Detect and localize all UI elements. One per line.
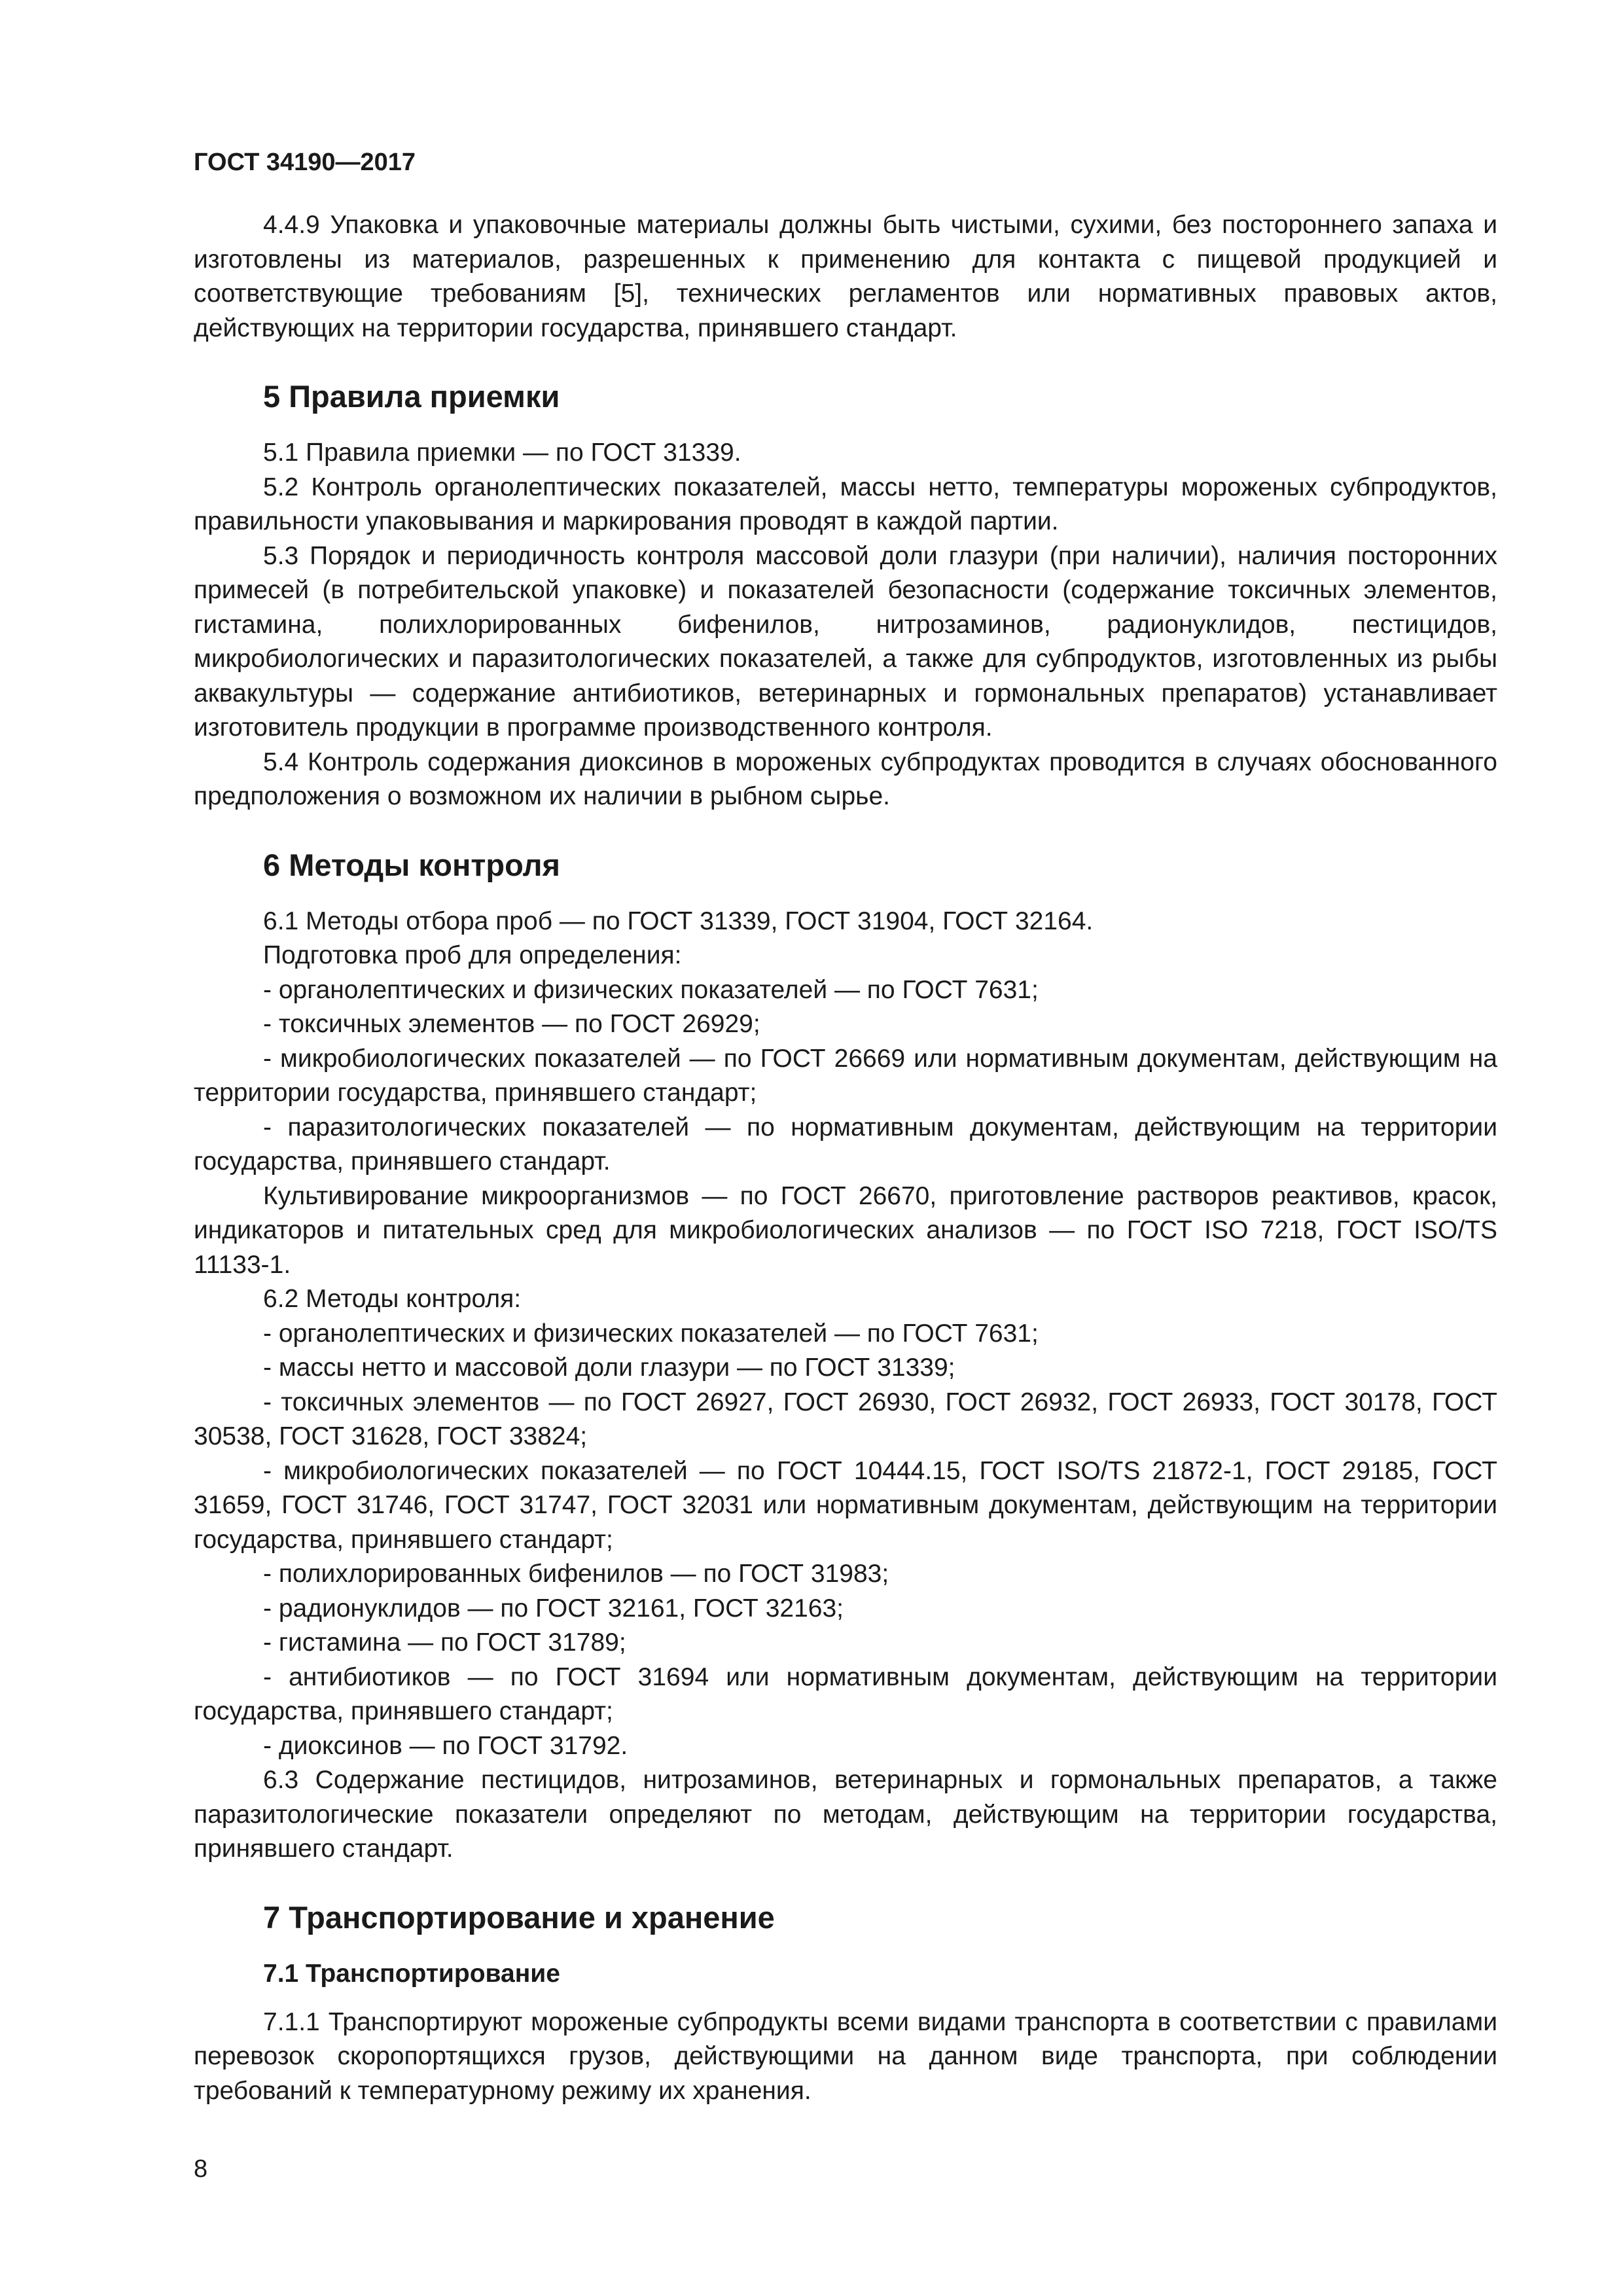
paragraph-7-1-1: 7.1.1 Транспортируют мороженые субпродукты всеми видами транспорта в соответствии с правилами перевозок скоропортящихся грузов, действующими на данном виде транспорта, при соблюдении требований к температурному режиму их хранения.: [194, 2007, 1497, 2105]
list-item-6-1-parasito: - паразитологических показателей — по нормативным документам, действующим на территории государства, принявшего стандарт.: [194, 1113, 1497, 1175]
page-number: 8: [194, 2155, 208, 2183]
paragraph-4-4-9: 4.4.9 Упаковка и упаковочные материалы должны быть чистыми, сухими, без постороннего запаха и изготовлены из материалов, разрешенных к применению для контакта с пищевой продукцией и соответствующие требованиям [5], технических регламентов или нормативных правовых актов, действующих на территории государства, принявшего стандарт.: [194, 211, 1497, 342]
list-item-6-2-pcb: - полихлорированных бифенилов — по ГОСТ 31983;: [263, 1560, 889, 1588]
list-item-6-1-toxic: - токсичных элементов — по ГОСТ 26929;: [263, 1010, 760, 1038]
list-item-6-2-radionuclides: - радионуклидов — по ГОСТ 32161, ГОСТ 32163;: [263, 1594, 844, 1623]
paragraph-5-2: 5.2 Контроль органолептических показателей, массы нетто, температуры мороженых субпродуктов, правильности упаковывания и маркирования проводят в каждой партии.: [194, 473, 1497, 535]
document-header: ГОСТ 34190—2017: [194, 149, 416, 176]
section-title-6: 6 Методы контроля: [263, 847, 560, 882]
list-item-6-2-toxic: - токсичных элементов — по ГОСТ 26927, ГОСТ 26930, ГОСТ 26932, ГОСТ 26933, ГОСТ 30178, ГОСТ 30538, ГОСТ 31628, ГОСТ 33824;: [194, 1388, 1497, 1450]
paragraph-5-4: 5.4 Контроль содержания диоксинов в мороженых субпродуктах проводится в случаях обоснованного предположения о возможном их наличии в рыбном сырье.: [194, 747, 1497, 810]
list-item-6-1-microbio: - микробиологических показателей — по ГОСТ 26669 или нормативным документам, действующим на территории государства, принявшего стандарт;: [194, 1044, 1497, 1107]
paragraph-6-1-cultivation: Культивирование микроорганизмов — по ГОСТ 26670, приготовление растворов реактивов, красок, индикаторов и питательных сред для микробиологических анализов — по ГОСТ ISO 7218, ГОСТ ISO/TS 11133-1.: [194, 1181, 1497, 1279]
list-item-6-2-dioxins: - диоксинов — по ГОСТ 31792.: [263, 1731, 628, 1760]
section-title-5: 5 Правила приемки: [263, 379, 560, 414]
list-item-6-2-histamine: - гистамина — по ГОСТ 31789;: [263, 1628, 626, 1657]
paragraph-6-1: 6.1 Методы отбора проб — по ГОСТ 31339, ГОСТ 31904, ГОСТ 32164.: [263, 906, 1094, 935]
paragraph-5-1: 5.1 Правила приемки — по ГОСТ 31339.: [263, 439, 741, 467]
section-title-7: 7 Транспортирование и хранение: [263, 1899, 775, 1935]
list-item-6-2-antibiotics: - антибиотиков — по ГОСТ 31694 или нормативным документам, действующим на территории государства, принявшего стандарт;: [194, 1662, 1497, 1725]
list-item-6-2-microbio: - микробиологических показателей — по ГОСТ 10444.15, ГОСТ ISO/TS 21872-1, ГОСТ 29185, ГОСТ 31659, ГОСТ 31746, ГОСТ 31747, ГОСТ 32031 или нормативным документам, действующим на территории государства, принявшего стандарт;: [194, 1456, 1497, 1554]
list-item-6-2-net-mass: - массы нетто и массовой доли глазури — по ГОСТ 31339;: [263, 1354, 955, 1382]
list-item-6-1-organoleptic: - органолептических и физических показателей — по ГОСТ 7631;: [263, 975, 1039, 1004]
subsection-title-7-1: 7.1 Транспортирование: [263, 1959, 560, 1988]
paragraph-6-3: 6.3 Содержание пестицидов, нитрозаминов, ветеринарных и гормональных препаратов, а также паразитологические показатели определяют по методам, действующим на территории государства, принявшего стандарт.: [194, 1766, 1497, 1863]
paragraph-6-2: 6.2 Методы контроля:: [263, 1285, 522, 1313]
paragraph-6-1-intro: Подготовка проб для определения:: [263, 941, 682, 969]
list-item-6-2-organoleptic: - органолептических и физических показателей — по ГОСТ 7631;: [263, 1319, 1039, 1348]
document-page: [194, 147, 1497, 2108]
paragraph-5-3: 5.3 Порядок и периодичность контроля массовой доли глазури (при наличии), наличия посторонних примесей (в потребительской упаковке) и показателей безопасности (содержание токсичных элементов, гистамина, полихлорированных бифенилов, нитрозаминов, радионуклидов, пестицидов, микробиологических и паразитологических показателей, а также для субпродуктов, изготовленных из рыбы аквакультуры — содержание антибиотиков, ветеринарных и гормональных препаратов) устанавливает изготовитель продукции в программе производственного контроля.: [194, 541, 1497, 742]
